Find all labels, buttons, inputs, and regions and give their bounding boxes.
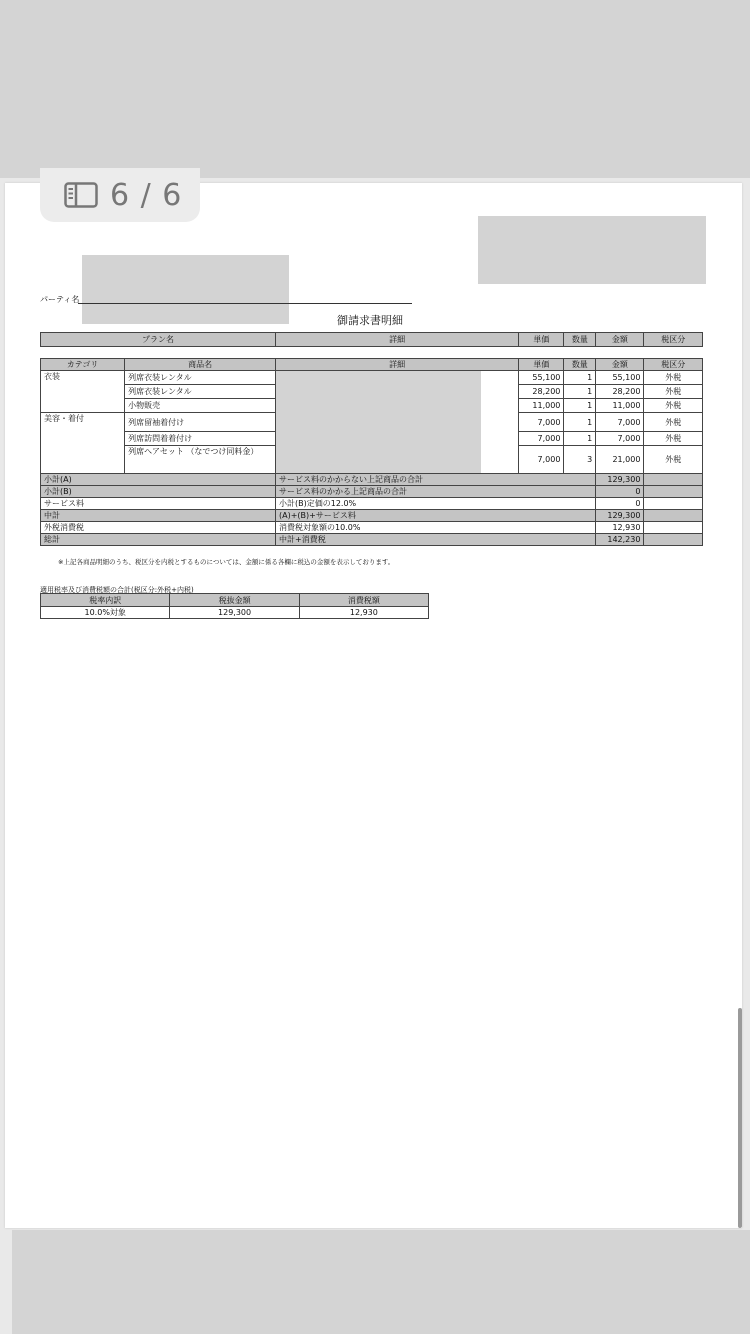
items-header: 数量 bbox=[564, 359, 596, 371]
summary-blank bbox=[644, 498, 703, 510]
product-name: 列席衣装レンタル bbox=[125, 371, 276, 385]
tax-summary-table bbox=[40, 593, 429, 619]
summary-blank bbox=[644, 486, 703, 498]
product-name: 小物販売 bbox=[125, 399, 276, 413]
summary-label: サービス料 bbox=[41, 498, 276, 510]
summary-blank bbox=[644, 522, 703, 534]
tax-type: 外税 bbox=[644, 413, 703, 432]
unit-price: 28,200 bbox=[519, 385, 564, 399]
unit-price: 7,000 bbox=[519, 413, 564, 432]
tax-type: 外税 bbox=[644, 371, 703, 385]
summary-row bbox=[41, 522, 703, 534]
page-number: 6 / 6 bbox=[110, 177, 183, 213]
items-header: 金額 bbox=[596, 359, 644, 371]
product-name: 列席ヘアセット （なでつけ同料金） bbox=[125, 446, 276, 474]
summary-label: 外税消費税 bbox=[41, 522, 276, 534]
amount: 55,100 bbox=[596, 371, 644, 385]
plan-header: 単価 bbox=[519, 333, 564, 347]
tax-summary-title: 適用税率及び消費税額の合計(税区分:外税+内税) bbox=[40, 586, 194, 594]
summary-row bbox=[41, 498, 703, 510]
tax-row bbox=[41, 607, 429, 619]
summary-desc: サービス料のかからない上記商品の合計 bbox=[276, 474, 596, 486]
party-underline bbox=[78, 303, 412, 304]
summary-row bbox=[41, 474, 703, 486]
tax-header: 消費税額 bbox=[299, 594, 428, 607]
amount: 7,000 bbox=[596, 432, 644, 446]
unit-price: 55,100 bbox=[519, 371, 564, 385]
summary-desc: 小計(B)定価の12.0% bbox=[276, 498, 596, 510]
summary-desc: サービス料のかかる上記商品の合計 bbox=[276, 486, 596, 498]
amount: 11,000 bbox=[596, 399, 644, 413]
redacted-party-name bbox=[82, 255, 289, 324]
product-name: 列席留袖着付け bbox=[125, 413, 276, 432]
table-row bbox=[41, 371, 703, 385]
tax-type: 外税 bbox=[644, 399, 703, 413]
amount: 7,000 bbox=[596, 413, 644, 432]
summary-label: 中計 bbox=[41, 510, 276, 522]
party-label: パーティ名 bbox=[40, 295, 80, 304]
consumption-tax-amount: 12,930 bbox=[299, 607, 428, 619]
plan-header: プラン名 bbox=[41, 333, 276, 347]
page-indicator[interactable] bbox=[40, 168, 200, 222]
summary-amount: 12,930 bbox=[596, 522, 644, 534]
document-title: 御請求書明細 bbox=[337, 314, 403, 327]
summary-row bbox=[41, 510, 703, 522]
quantity: 1 bbox=[564, 399, 596, 413]
summary-amount: 0 bbox=[596, 498, 644, 510]
plan-table bbox=[40, 332, 703, 347]
top-gray-band bbox=[0, 0, 750, 178]
unit-price: 11,000 bbox=[519, 399, 564, 413]
summary-amount: 129,300 bbox=[596, 474, 644, 486]
tax-excluded-amount: 129,300 bbox=[170, 607, 299, 619]
summary-row bbox=[41, 534, 703, 546]
bottom-gray-band bbox=[12, 1230, 750, 1334]
plan-header: 税区分 bbox=[644, 333, 703, 347]
tax-note: ※上記各商品明細のうち、税区分を内税とするものについては、金額に係る各欄に税込の金額を表示しております。 bbox=[58, 558, 395, 566]
summary-desc: (A)+(B)+サービス料 bbox=[276, 510, 596, 522]
summary-blank bbox=[644, 510, 703, 522]
category-cell: 衣装 bbox=[41, 371, 125, 413]
items-table bbox=[40, 358, 703, 546]
detail-cell bbox=[276, 371, 519, 474]
quantity: 1 bbox=[564, 432, 596, 446]
product-name: 列席衣装レンタル bbox=[125, 385, 276, 399]
summary-label: 小計(B) bbox=[41, 486, 276, 498]
summary-label: 総計 bbox=[41, 534, 276, 546]
items-header: 詳細 bbox=[276, 359, 519, 371]
product-name: 列席訪問着着付け bbox=[125, 432, 276, 446]
amount: 21,000 bbox=[596, 446, 644, 474]
tax-type: 外税 bbox=[644, 432, 703, 446]
unit-price: 7,000 bbox=[519, 446, 564, 474]
summary-desc: 中計+消費税 bbox=[276, 534, 596, 546]
tax-type: 外税 bbox=[644, 385, 703, 399]
quantity: 1 bbox=[564, 371, 596, 385]
items-header: カテゴリ bbox=[41, 359, 125, 371]
summary-blank bbox=[644, 534, 703, 546]
redacted-details bbox=[276, 371, 481, 473]
page-list-icon bbox=[64, 182, 98, 208]
summary-desc: 消費税対象額の10.0% bbox=[276, 522, 596, 534]
amount: 28,200 bbox=[596, 385, 644, 399]
quantity: 3 bbox=[564, 446, 596, 474]
summary-amount: 129,300 bbox=[596, 510, 644, 522]
category-cell: 美容・着付 bbox=[41, 413, 125, 474]
scrollbar[interactable] bbox=[738, 1008, 742, 1228]
items-header: 税区分 bbox=[644, 359, 703, 371]
plan-header: 金額 bbox=[596, 333, 644, 347]
summary-blank bbox=[644, 474, 703, 486]
summary-row bbox=[41, 486, 703, 498]
tax-type: 外税 bbox=[644, 446, 703, 474]
tax-header: 税率内訳 bbox=[41, 594, 170, 607]
summary-label: 小計(A) bbox=[41, 474, 276, 486]
redacted-logo-area bbox=[478, 216, 706, 284]
tax-header: 税抜金額 bbox=[170, 594, 299, 607]
summary-amount: 0 bbox=[596, 486, 644, 498]
items-header: 単価 bbox=[519, 359, 564, 371]
summary-amount: 142,230 bbox=[596, 534, 644, 546]
quantity: 1 bbox=[564, 413, 596, 432]
unit-price: 7,000 bbox=[519, 432, 564, 446]
quantity: 1 bbox=[564, 385, 596, 399]
plan-header: 数量 bbox=[564, 333, 596, 347]
plan-header: 詳細 bbox=[276, 333, 519, 347]
items-header: 商品名 bbox=[125, 359, 276, 371]
tax-rate: 10.0%対象 bbox=[41, 607, 170, 619]
